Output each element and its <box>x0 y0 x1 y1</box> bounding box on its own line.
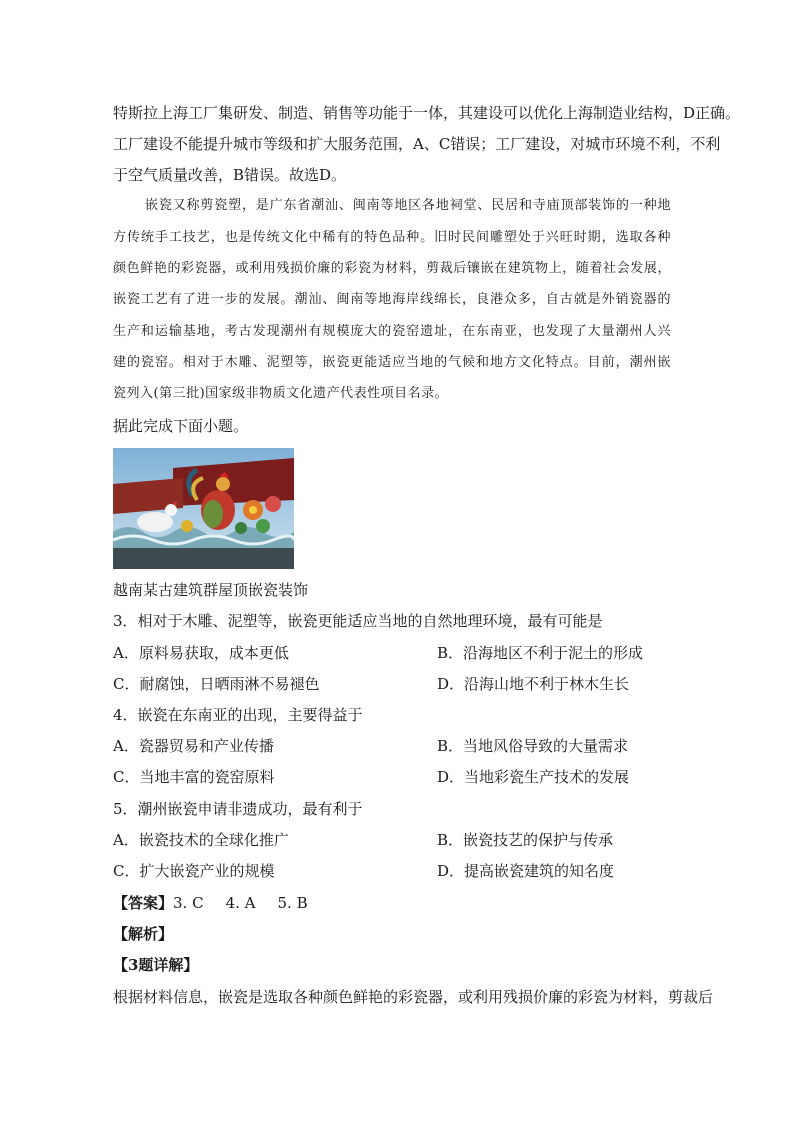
option-d: D．提高嵌瓷建筑的知名度 <box>437 862 615 880</box>
material-line: 瓷列入(第三批)国家级非物质文化遗产代表性项目名录。 <box>113 386 449 401</box>
text-line: 于空气质量改善，B错误。故选D。 <box>113 166 347 184</box>
answer-line <box>113 893 308 913</box>
option-c: C．耐腐蚀，日晒雨淋不易褪色 <box>113 675 320 693</box>
option-d: D．沿海山地不利于林木生长 <box>437 675 630 693</box>
answer-item: 4. A <box>225 894 256 912</box>
option-a: A．嵌瓷技术的全球化推广 <box>113 831 289 849</box>
material-line: 颜色鲜艳的彩瓷器，或利用残损价廉的彩瓷为材料，剪裁后镶嵌在建筑物上，随着社会发展， <box>113 261 671 276</box>
material-line: 方传统手工技艺，也是传统文化中稀有的特色品种。旧时民间雕塑处于兴旺时期，选取各种 <box>113 230 671 245</box>
material-line: 生产和运输基地，考古发现潮州有规模庞大的瓷窑遗址，在东南亚，也发现了大量潮州人兴 <box>113 324 671 339</box>
photo-caption: 越南某古建筑群屋顶嵌瓷装饰 <box>113 581 309 599</box>
material-line: 建的瓷窑。相对于木雕、泥塑等，嵌瓷更能适应当地的气候和地方文化特点。目前，潮州嵌 <box>113 355 671 370</box>
option-c: C．扩大嵌瓷产业的规模 <box>113 862 275 880</box>
answer-item: 5. B <box>277 894 308 912</box>
text-line: 特斯拉上海工厂集研发、制造、销售等功能于一体，其建设可以优化上海制造业结构，D正确。 <box>113 104 741 122</box>
option-c: C．当地丰富的瓷窑原料 <box>113 768 275 786</box>
option-a: A．瓷器贸易和产业传播 <box>113 737 274 755</box>
option-b: B．当地风俗导致的大量需求 <box>437 737 629 755</box>
question-stem: 3．相对于木雕、泥塑等，嵌瓷更能适应当地的自然地理环境，最有可能是 <box>113 612 603 630</box>
option-b: B．沿海地区不利于泥土的形成 <box>437 644 644 662</box>
answer-item: 3. C <box>173 894 204 912</box>
question-stem: 4．嵌瓷在东南亚的出现，主要得益于 <box>113 706 363 724</box>
instruction-text: 据此完成下面小题。 <box>113 417 249 435</box>
rooftop-porcelain-photo <box>113 448 294 569</box>
option-b: B．嵌瓷技艺的保护与传承 <box>437 831 614 849</box>
analysis-label: 【解析】 <box>113 925 174 943</box>
analysis-text: 根据材料信息，嵌瓷是选取各种颜色鲜艳的彩瓷器，或利用残损价廉的彩瓷为材料，剪裁后 <box>113 988 714 1006</box>
answer-label: 【答案】 <box>113 894 174 912</box>
material-line: 嵌瓷工艺有了进一步的发展。潮汕、闽南等地海岸线绵长，良港众多，自古就是外销瓷器的 <box>113 292 671 307</box>
material-line: 嵌瓷又称剪瓷塑，是广东省潮汕、闽南等地区各地祠堂、民居和寺庙顶部装饰的一种地 <box>145 198 671 213</box>
analysis-sub-label: 【3题详解】 <box>113 956 199 974</box>
option-d: D．当地彩瓷生产技术的发展 <box>437 768 630 786</box>
question-stem: 5．潮州嵌瓷申请非遗成功，最有利于 <box>113 800 363 818</box>
option-a: A．原料易获取，成本更低 <box>113 644 289 662</box>
text-line: 工厂建设不能提升城市等级和扩大服务范围，A、C错误；工厂建设，对城市环境不利，不利 <box>113 135 721 153</box>
